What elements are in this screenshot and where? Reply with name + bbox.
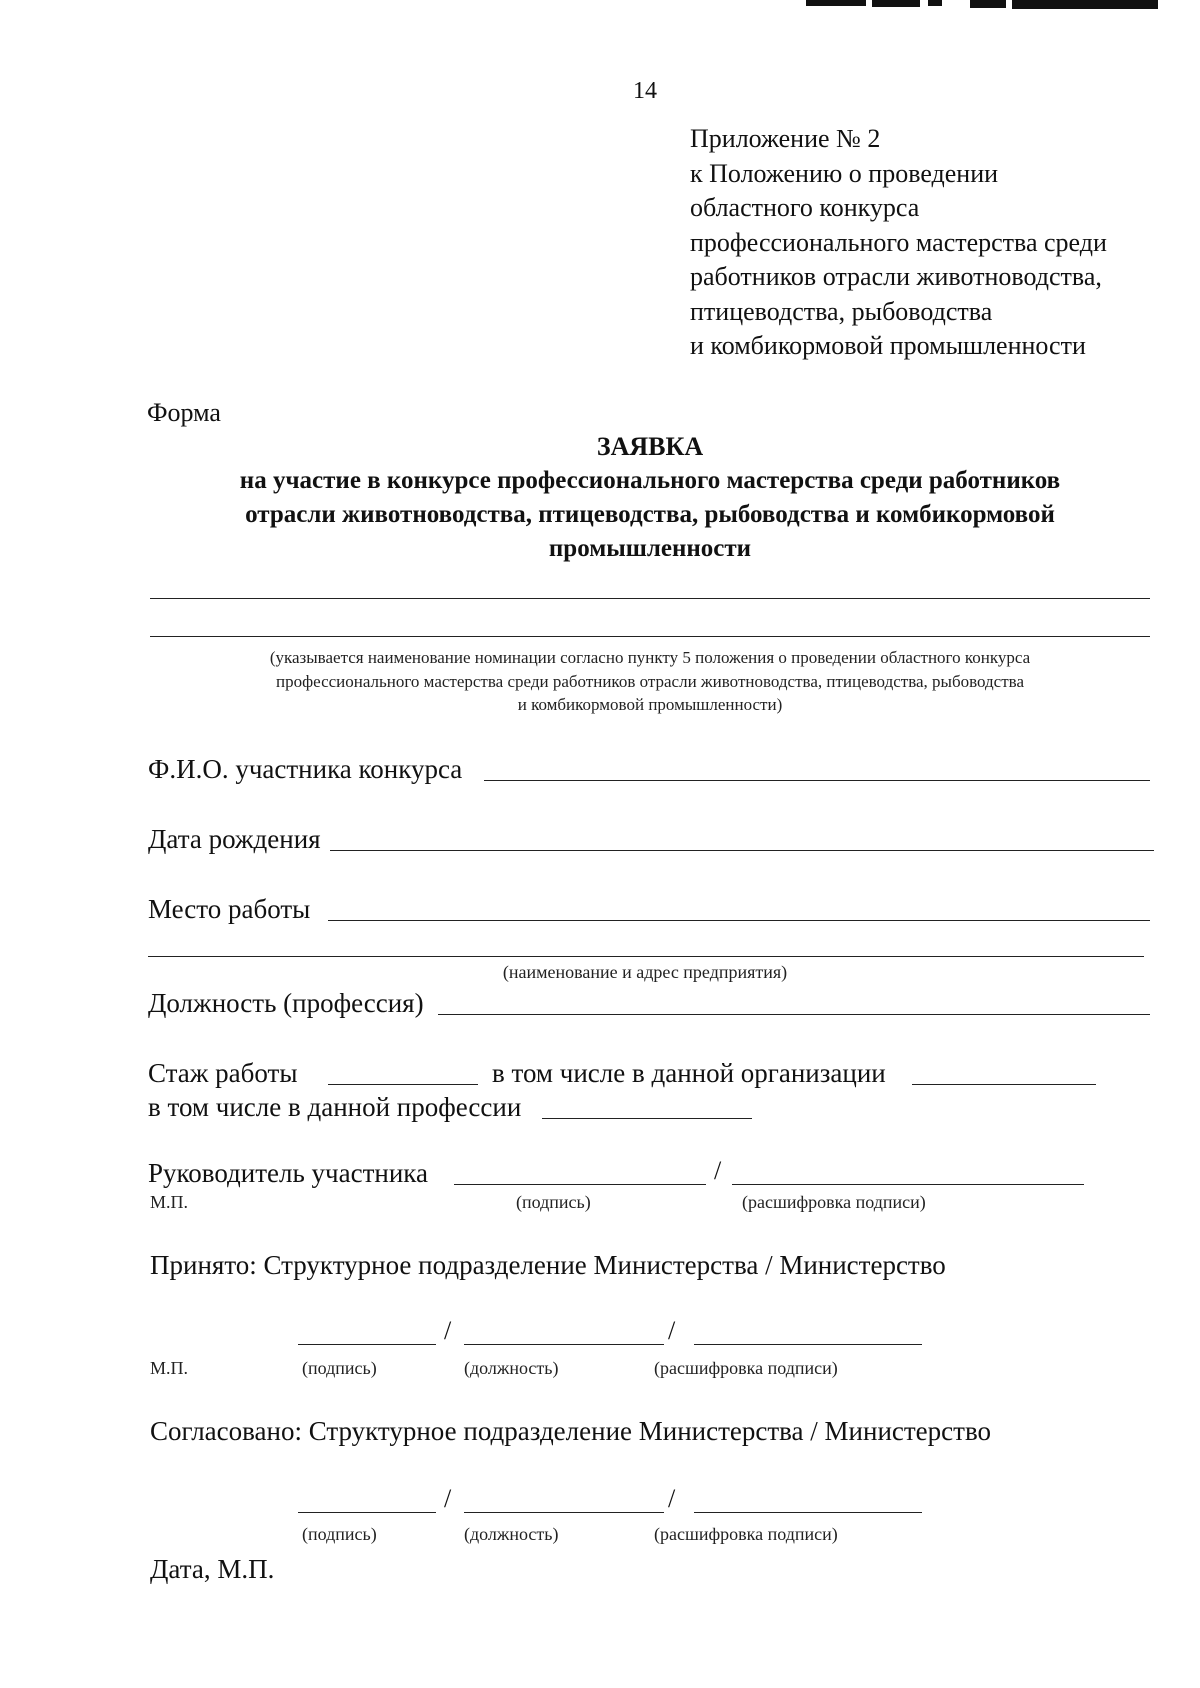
experience-org-input-line[interactable] bbox=[912, 1084, 1096, 1085]
head-mp: М.П. bbox=[150, 1192, 189, 1212]
title-main: ЗАЯВКА bbox=[596, 432, 704, 461]
accepted-signature-caption: (подпись) bbox=[302, 1358, 377, 1378]
nomination-input-line[interactable] bbox=[150, 598, 1150, 599]
accepted-signature-line[interactable] bbox=[298, 1344, 436, 1345]
title-line: отрасли животноводства, птицеводства, рыбоводства и комбикормовой bbox=[245, 501, 1055, 528]
agreed-decoding-caption: (расшифровка подписи) bbox=[654, 1524, 838, 1544]
separator: / bbox=[714, 1156, 722, 1185]
experience-input-line[interactable] bbox=[328, 1084, 478, 1085]
head-decoding-line[interactable] bbox=[732, 1184, 1084, 1185]
separator: / bbox=[444, 1484, 452, 1513]
position-label: Должность (профессия) bbox=[148, 988, 424, 1018]
scan-artifact bbox=[1012, 0, 1158, 9]
scan-artifact bbox=[970, 0, 1006, 8]
agreed-decoding-line[interactable] bbox=[694, 1512, 922, 1513]
scan-artifact bbox=[928, 0, 942, 6]
agreed-position-caption: (должность) bbox=[464, 1524, 559, 1544]
title-line: промышленности bbox=[548, 535, 752, 562]
head-label: Руководитель участника bbox=[148, 1158, 428, 1188]
accepted-position-caption: (должность) bbox=[464, 1358, 559, 1378]
experience-org-label: в том числе в данной организации bbox=[492, 1058, 886, 1088]
position-input-line[interactable] bbox=[438, 1014, 1150, 1015]
birth-date-input-line[interactable] bbox=[330, 850, 1154, 851]
birth-date-label: Дата рождения bbox=[148, 824, 321, 854]
appendix-line: Приложение № 2 bbox=[690, 124, 881, 153]
agreed-signature-caption: (подпись) bbox=[302, 1524, 377, 1544]
head-decoding-caption: (расшифровка подписи) bbox=[742, 1192, 926, 1212]
experience-prof-label: в том числе в данной профессии bbox=[148, 1092, 522, 1122]
workplace-input-line[interactable] bbox=[328, 920, 1150, 921]
fio-label: Ф.И.О. участника конкурса bbox=[148, 754, 463, 784]
workplace-input-line-2[interactable] bbox=[148, 956, 1144, 957]
form-label: Форма bbox=[147, 398, 221, 427]
appendix-line: к Положению о проведении bbox=[690, 158, 999, 188]
document-title bbox=[150, 430, 1150, 566]
appendix-line: профессионального мастерства среди bbox=[690, 227, 1107, 257]
date-mp-label: Дата, М.П. bbox=[150, 1554, 275, 1584]
page-number: 14 bbox=[633, 78, 657, 104]
experience-label: Стаж работы bbox=[148, 1058, 298, 1088]
scan-artifact bbox=[806, 0, 866, 6]
scan-artifact bbox=[872, 0, 920, 7]
accepted-decoding-caption: (расшифровка подписи) bbox=[654, 1358, 838, 1378]
appendix-reference bbox=[690, 122, 1107, 364]
accepted-label: Принято: Структурное подразделение Министерства / Министерство bbox=[150, 1250, 946, 1280]
appendix-line: областного конкурса bbox=[690, 193, 920, 222]
note-line: и комбикормовой промышленности) bbox=[517, 695, 783, 714]
title-line: на участие в конкурсе профессионального мастерства среди работников bbox=[239, 467, 1061, 494]
note-line: профессионального мастерства среди работников отрасли животноводства, птицеводства, рыбоводства bbox=[275, 671, 1025, 691]
accepted-decoding-line[interactable] bbox=[694, 1344, 922, 1345]
nomination-note bbox=[150, 646, 1150, 717]
note-line: (указывается наименование номинации согласно пункту 5 положения о проведении областного конкурса bbox=[269, 648, 1031, 667]
head-signature-line[interactable] bbox=[454, 1184, 706, 1185]
experience-prof-input-line[interactable] bbox=[542, 1118, 752, 1119]
fio-input-line[interactable] bbox=[484, 780, 1150, 781]
appendix-line: птицеводства, рыбоводства bbox=[690, 296, 993, 326]
separator: / bbox=[668, 1484, 676, 1513]
appendix-line: работников отрасли животноводства, bbox=[690, 262, 1102, 291]
separator: / bbox=[668, 1316, 676, 1345]
agreed-position-line[interactable] bbox=[464, 1512, 664, 1513]
nomination-input-line[interactable] bbox=[150, 636, 1150, 637]
separator: / bbox=[444, 1316, 452, 1345]
head-signature-caption: (подпись) bbox=[516, 1192, 591, 1212]
agreed-signature-line[interactable] bbox=[298, 1512, 436, 1513]
agreed-label: Согласовано: Структурное подразделение Министерства / Министерство bbox=[150, 1416, 992, 1446]
appendix-line: и комбикормовой промышленности bbox=[690, 331, 1086, 360]
accepted-mp: М.П. bbox=[150, 1358, 189, 1378]
workplace-note: (наименование и адрес предприятия) bbox=[502, 962, 788, 982]
accepted-position-line[interactable] bbox=[464, 1344, 664, 1345]
workplace-label: Место работы bbox=[148, 894, 311, 924]
